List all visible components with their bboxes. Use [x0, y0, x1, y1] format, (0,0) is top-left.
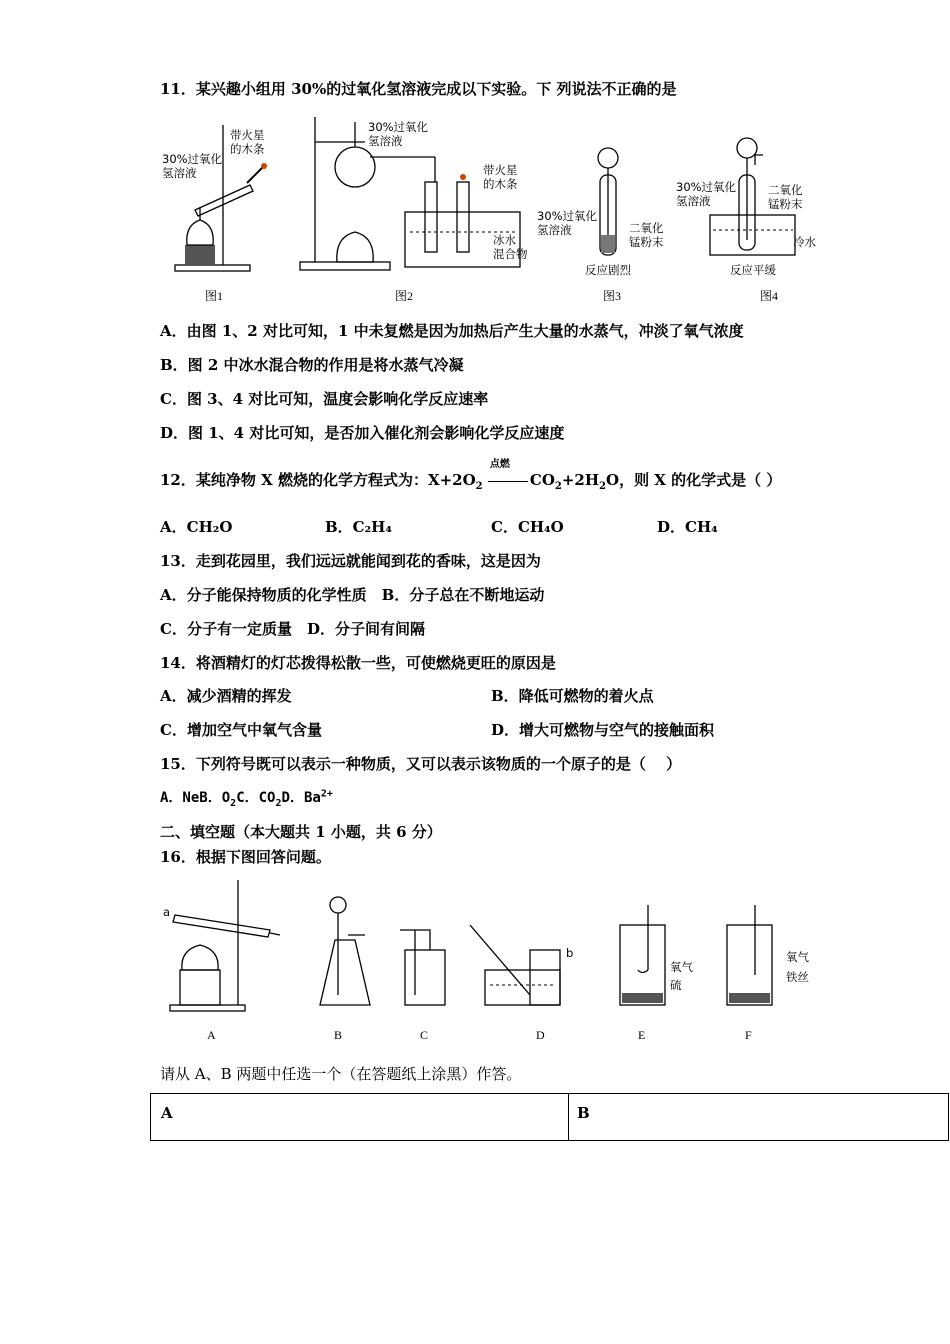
q11-option-b: B．图 2 中冰水混合物的作用是将水蒸气冷凝 [160, 356, 464, 374]
section-2-title: 二、填空题（本大题共 1 小题，共 6 分） [160, 823, 442, 841]
q14-stem: 14．将酒精灯的灯芯拨得松散一些，可使燃烧更旺的原因是 [160, 654, 556, 672]
q12-prefix: 12．某纯净物 X 燃烧的化学方程式为：X+2O [160, 471, 476, 489]
fig3-reagent: 30%过氧化 氢溶液 [537, 209, 598, 237]
q15-opt-d: D．Ba [281, 790, 321, 806]
fig4-label: 图4 [760, 289, 779, 303]
q15-options: A．NeB．$O_2C$．$CO_2D$．$Ba^{2+}$ [160, 788, 333, 809]
q16-mark-a: a [163, 905, 171, 919]
fig2-ice: 冰水 混合物 [493, 233, 528, 261]
table-cell-a-label: A [161, 1104, 173, 1122]
q12-option-d: D．CH₄ [657, 518, 718, 536]
q12-option-b: B．C₂H₄ [325, 518, 392, 536]
q16-mark-b: b [566, 946, 574, 960]
q16-f-text2: 铁丝 [786, 970, 809, 984]
table-cell-b [567, 1093, 949, 1141]
q16-label-d: D [536, 1028, 545, 1042]
q16-label-e: E [638, 1028, 646, 1042]
q12-co2: CO [529, 471, 555, 489]
q16-label-c: C [420, 1028, 429, 1042]
fig2-stick: 带火星 的木条 [483, 163, 518, 191]
q13-line1: A．分子能保持物质的化学性质 B．分子总在不断地运动 [160, 586, 545, 604]
q14-option-b: B．降低可燃物的着火点 [491, 687, 654, 705]
fig4-reagent: 30%过氧化 氢溶液 [676, 180, 737, 208]
q14-option-c: C．增加空气中氧气含量 [160, 721, 322, 739]
q13-stem: 13．走到花园里，我们远远就能闻到花的香味，这是因为 [160, 552, 541, 570]
fig3-note: 反应剧烈 [585, 263, 631, 277]
q14-option-d: D．增大可燃物与空气的接触面积 [491, 721, 715, 739]
q11-option-c: C．图 3、4 对比可知，温度会影响化学反应速率 [160, 390, 489, 408]
q15-sup: 2+ [320, 788, 333, 800]
q12-option-c: C．CH₄O [491, 518, 564, 536]
q11-stem: 11．某兴趣小组用 30%的过氧化氢溶液完成以下实验。下 列说法不正确的是 [160, 80, 677, 98]
fig4-cold: 冷水 [793, 235, 816, 249]
fig1-stick: 带火星 的木条 [230, 128, 265, 156]
q11-option-a: A．由图 1、2 对比可知，1 中未复燃是因为加热后产生大量的水蒸气，冲淡了氧气浓度 [160, 322, 744, 340]
fig2-reagent: 30%过氧化 氢溶液 [368, 120, 429, 148]
q12-stem: 12．某纯净物 X 燃烧的化学方程式为：$X+2O_2$ 点燃 $CO_2+2H_2O$，则 X 的化学式是（ ） [160, 469, 781, 492]
choose-instruction: 请从 A、B 两题中任选一个（在答题纸上涂黑）作答。 [160, 1065, 522, 1083]
q14-option-a: A．减少酒精的挥发 [160, 687, 292, 705]
q13-line2: C．分子有一定质量 D．分子间有间隔 [160, 620, 425, 638]
fig3-label: 图3 [603, 289, 622, 303]
q12-rest: O，则 X 的化学式是（ ） [606, 471, 782, 489]
fig3-catalyst: 二氧化 锰粉末 [629, 221, 664, 249]
q15-stem: 15．下列符号既可以表示一种物质，又可以表示该物质的一个原子的是（ ） [160, 755, 682, 773]
fig1-reagent: 30%过氧化 氢溶液 [162, 152, 223, 180]
q16-label-f: F [745, 1028, 752, 1042]
q16-apparatus [160, 875, 840, 1025]
table-cell-b-label: B [577, 1104, 590, 1122]
table-cell-a [150, 1093, 569, 1141]
figure-3-apparatus [590, 140, 630, 260]
q15-opt-c: C．CO [236, 790, 276, 806]
q12-h2o: +2H [561, 471, 600, 489]
fig2-label: 图2 [395, 289, 414, 303]
fig4-note: 反应平缓 [730, 263, 776, 277]
q16-e-text2: 硫 [670, 978, 682, 992]
fig1-label: 图1 [205, 289, 224, 303]
q16-f-text1: 氧气 [786, 950, 809, 964]
q12-option-a: A．CH₂O [160, 518, 233, 536]
q12-condition: 点燃 [489, 459, 510, 470]
q15-opt-a: A．NeB．O [160, 790, 231, 806]
q16-label-b: B [334, 1028, 343, 1042]
q16-stem: 16．根据下图回答问题。 [160, 848, 331, 866]
q11-option-d: D．图 1、4 对比可知，是否加入催化剂会影响化学反应速度 [160, 424, 565, 442]
fig4-catalyst: 二氧化 锰粉末 [768, 183, 803, 211]
q16-label-a: A [207, 1028, 216, 1042]
q16-e-text1: 氧气 [670, 960, 693, 974]
